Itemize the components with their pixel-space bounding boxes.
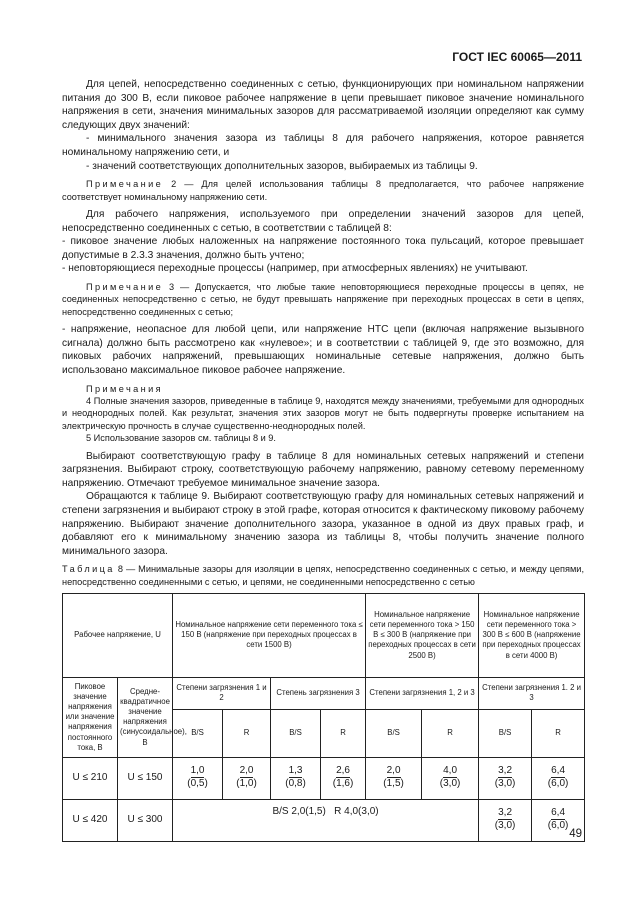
cell-peak: U ≤ 210 [63, 757, 118, 799]
cell-merged-value: B/S 2,0(1,5) R 4,0(3,0) [173, 799, 479, 841]
header-pollution-1-2: Степени загрязнения 1 и 2 [173, 677, 271, 709]
header-bs: B/S [271, 709, 321, 757]
header-r: R [321, 709, 366, 757]
header-nominal-600: Номинальное напряжение сети переменного тока > 300 В ≤ 600 В (напряжение при переходных процессах в сети 4000 В) [479, 593, 585, 677]
note-text: 2 — Для целей использования таблицы 8 предполагается, что рабочее напряжение соответствует номинальному напряжению сети. [62, 179, 584, 202]
cell-rms: U ≤ 150 [118, 757, 173, 799]
paragraph: - значений соответствующих дополнительных зазоров, выбираемых из таблицы 9. [86, 160, 478, 172]
value-main: 2,0 [239, 765, 254, 777]
value-sub: (3,0) [494, 820, 516, 832]
table-row [63, 757, 585, 799]
header-peak-voltage: Пиковое значение напряжения или значение напряжения постоянного тока, В [63, 677, 118, 757]
header-pollution-1-2-3-b: Степени загрязнения 1. 2 и 3 [479, 677, 585, 709]
cell-value [223, 757, 271, 799]
paragraph: - пиковое значение любых наложенных на напряжение постоянного тока пульсаций, которое превышает допустимые в 2.3.3 значения, должно быть учтено; [62, 236, 584, 261]
note-2 [62, 178, 584, 203]
value-main: 6,4 [551, 765, 566, 777]
table-row [63, 799, 585, 841]
value-sub: (0,5) [187, 778, 208, 790]
header-r: R [422, 709, 479, 757]
cell-value [479, 799, 532, 841]
value-sub: (3,0) [494, 778, 516, 790]
page-body [62, 78, 584, 842]
table-caption-label: Таблица [62, 564, 115, 575]
document-id: ГОСТ IEC 60065—2011 [452, 50, 582, 64]
value-sub: (6,0) [547, 778, 569, 790]
header-bs: B/S [173, 709, 223, 757]
value-main: 2,6 [336, 765, 350, 777]
value-sub: (3,0) [439, 778, 461, 790]
table-caption-text: 8 — Минимальные зазоры для изоляции в цепях, непосредственно соединенных с сетью, и между цепями, непосредственно соединенными с сетью, и цепями, не соединенными непосредственно с сетью [62, 564, 584, 587]
header-r: R [532, 709, 585, 757]
value-main: 3,2 [498, 765, 513, 777]
value-main: 4,0 [443, 765, 458, 777]
note-label: Примечание [86, 179, 164, 190]
note-label: Примечание [86, 281, 164, 292]
paragraph: Для рабочего напряжения, используемого при определении значений зазоров для цепей, непосредственно соединенных с сетью, в соответствии с таблицей 8: [62, 208, 584, 234]
note-text: 3 — Допускается, что любые такие неповторяющиеся переходные процессы в цепях, не соединенных непосредственно с сетью, не будут превышать напряжение при переходных процессах в сети в цепях, непосредственно соединенных с сетью; [62, 281, 584, 317]
table-caption [62, 563, 584, 587]
note-5: 5 Использование зазоров см. таблицы 8 и 9. [86, 433, 276, 444]
header-nominal-300: Номинальное напряжение сети переменного тока > 150 В ≤ 300 В (напряжение при переходных процессах в сети 2500 В) [366, 593, 479, 677]
value-sub: (1,5) [383, 778, 404, 790]
paragraph: - минимального значения зазора из таблицы 8 для рабочего напряжения, которое равняется номинальному напряжению сети, и [62, 133, 584, 158]
notes-label: Примечания [86, 383, 164, 394]
header-rms-voltage: Средне-квадратичное значение напряжения (синусоидальное), В [118, 677, 173, 757]
header-bs: B/S [479, 709, 532, 757]
table-header-row [63, 593, 585, 677]
paragraph: Выбирают соответствующую графу в таблице 8 для номинальных сетевых напряжений и степени загрязнения. Выбирают строку, соответствующую рабочему напряжению, равному сетевому переменному напряжению. Отмечают требуемое минимальное значение зазора. [62, 450, 584, 489]
cell-value [479, 757, 532, 799]
cell-value [271, 757, 321, 799]
cell-value [422, 757, 479, 799]
clearance-table [62, 593, 585, 842]
value-sub: (6,0) [547, 820, 569, 832]
cell-value [321, 757, 366, 799]
cell-value [173, 757, 223, 799]
value-sub: (1,6) [332, 778, 354, 790]
header-bs: B/S [366, 709, 422, 757]
cell-value [532, 757, 585, 799]
cell-rms: U ≤ 300 [118, 799, 173, 841]
note-4: 4 Полные значения зазоров, приведенные в таблице 9, находятся между значениями, требуемыми для однородных и неоднородных полей. Как результат, значения этих зазоров могут не быть подвергнуты проверке испытанием на электрическую прочность в случае существенно-неоднородных полей. [62, 395, 584, 431]
page-number: 49 [569, 828, 582, 840]
cell-value [366, 757, 422, 799]
table-header-row [63, 677, 585, 709]
header-working-voltage: Рабочее напряжение, U [63, 593, 173, 677]
cell-peak: U ≤ 420 [63, 799, 118, 841]
paragraph: Для цепей, непосредственно соединенных с сетью, функционирующих при номинальном напряжении питания до 300 В, если пиковое рабочее напряжение в цепи превышает пиковое значение номинального напряжения в сети, значения минимальных зазоров для рассматриваемой изоляции определяют как сумму следующих двух значений: [62, 79, 584, 131]
value-sub: (1,0) [236, 778, 257, 790]
value-main: 2,0 [386, 765, 401, 777]
value-main: 1,3 [288, 765, 303, 777]
header-r: R [223, 709, 271, 757]
header-pollution-3: Степень загрязнения 3 [271, 677, 366, 709]
value-main: 3,2 [498, 807, 513, 819]
header-pollution-1-2-3: Степени загрязнения 1, 2 и 3 [366, 677, 479, 709]
value-sub: (0,8) [285, 778, 306, 790]
header-nominal-150: Номинальное напряжение сети переменного тока ≤ 150 В (напряжение при переходных процессах в сети 1500 В) [173, 593, 366, 677]
note-3 [62, 281, 584, 318]
value-main: 6,4 [551, 807, 566, 819]
paragraph: - неповторяющиеся переходные процессы (например, при атмосферных явлениях) не учитывают. [62, 263, 528, 275]
paragraph: Обращаются к таблице 9. Выбирают соответствующую графу для номинальных сетевых напряжений и степени загрязнения и выбирают строку в этой графе, которая относится к фактическому пиковому рабочему напряжению. Выбирают значение дополнительного зазора, указанное в одной из двух правых граф, и добавляют его к минимальному значению зазора из таблицы 8, чтобы получить значение полного минимального зазора. [62, 491, 584, 557]
value-main: 1,0 [190, 765, 205, 777]
paragraph: - напряжение, неопасное для любой цепи, или напряжение НТС цепи (включая напряжение вызывного сигнала) должно быть рассмотрено как «нулевое»; и в соответствии с таблицей 9, где это возможно, для пиковых рабочих напряжений, превышающих номинальные сетевые напряжения, должно быть использовано максимальное пиковое рабочее напряжение. [62, 324, 584, 376]
